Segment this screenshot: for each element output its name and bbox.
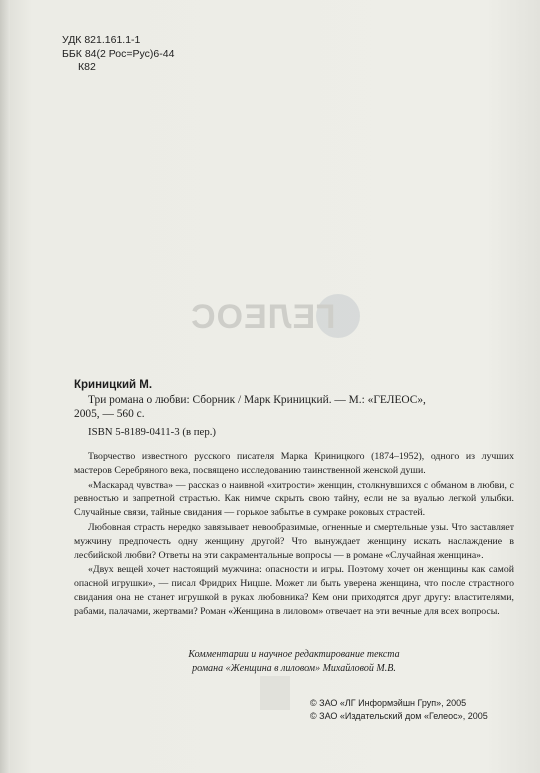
annotation-paragraph: Любовная страсть нередко завязывает невообразимые, огненные и смертельные узы. Что заставляет мужчину предпочесть одну женщину другой? Что вынуждает женщину искать наслаждение в лесбийской любви? Ответы на эти сакраментальные вопросы — в романе «Случайная женщина». [74, 521, 514, 561]
copyright-block [310, 697, 488, 723]
record-title-line1: Три романа о любви: Сборник / Марк Криницкий. — М.: «ГЕЛЕОС», [88, 393, 426, 406]
annotation-paragraph: «Маскарад чувства» — рассказ о наивной «хитрости» женщин, столкнувшихся с обманом в любви, с ревностью и запретной страстью. Как нимче скрыть свою тайну, если не за вуалью легкой улыбки. Случайные связи, тайные свидания — горькое забытье в сумраке роковых страстей. [74, 479, 514, 519]
publisher-logo-bleed-through [190, 292, 380, 340]
author-mark: К82 [78, 61, 96, 73]
bleed-through-mark [260, 676, 290, 710]
record-author: Криницкий М. [74, 379, 153, 391]
credits-line2: романа «Женщина в лиловом» Михайловой М.В. [192, 663, 396, 674]
annotation-paragraph: «Двух вещей хочет настоящий мужчина: опасности и игры. Поэтому хочет он женщины как самой опасной игрушки», — писал Фридрих Ницше. Может ли быть уверена женщина, что после страстного свидания она не станет игрушкой в руках любовника? Кем они приходятся друг другу: властителями, рабами, палачами, жертвами? Роман «Женщина в лиловом» отвечает на эти вечные для всех вопросы. [74, 564, 514, 617]
copyright-line1: © ЗАО «ЛГ Информэйшн Груп», 2005 [310, 698, 467, 708]
copyright-line2: © ЗАО «Издательский дом «Гелеос», 2005 [310, 711, 488, 721]
bibliographic-record [74, 378, 514, 439]
udk-code: УДК 821.161.1-1 [62, 34, 141, 46]
logo-word: ГЕЛЕОС [190, 298, 336, 336]
page-binding-shadow [0, 0, 10, 773]
bbk-code: ББК 84(2 Рос=Рус)6-44 [62, 47, 175, 60]
classification-block [62, 34, 174, 75]
credits-line1: Комментарии и научное редактирование текста [188, 649, 400, 660]
annotation-paragraph: Творчество известного русского писателя Марка Криницкого (1874–1952), одного из лучших мастеров Серебряного века, посвящено исследованию таинственной женской души. [74, 451, 514, 476]
editorial-credits [74, 648, 514, 676]
record-isbn: ISBN 5-8189-0411-3 (в пер.) [88, 425, 217, 438]
annotation [74, 450, 514, 620]
record-title-line2: 2005, — 560 с. [74, 408, 145, 420]
